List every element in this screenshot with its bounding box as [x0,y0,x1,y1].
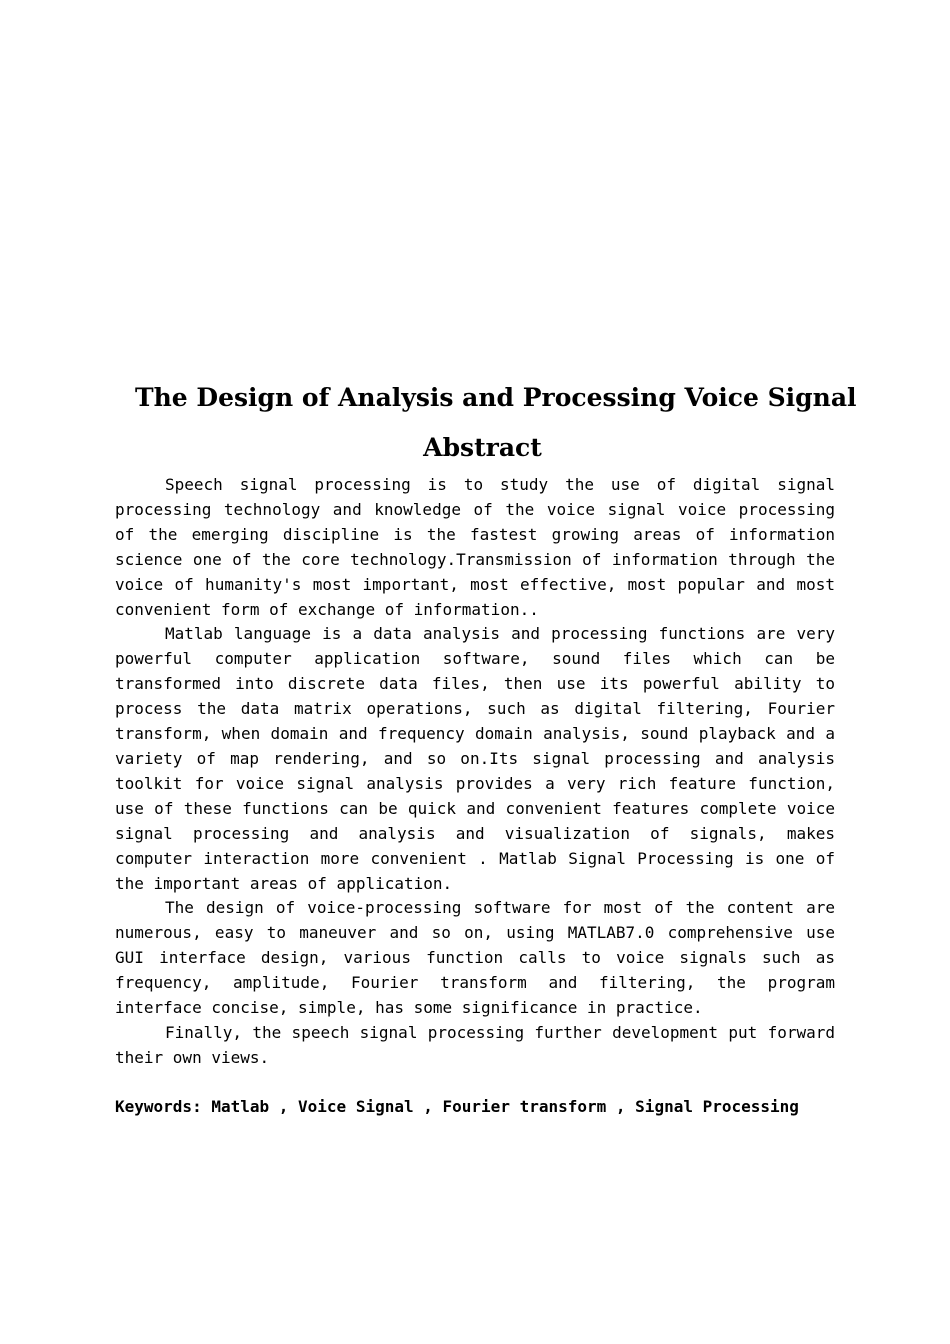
document-title: The Design of Analysis and Processing Voice Signal [135,383,857,412]
abstract-paragraph-3: The design of voice-processing software for most of the content are numerous, easy to maneuver and so on, using MATLAB7.0 comprehensive use GUI interface design, various function calls to voice signals such as frequency, amplitude, Fourier transform and filtering, the program interface concise, simple, has some significance in practice. [115,898,835,1018]
abstract-body [115,473,835,1071]
abstract-paragraph-2: Matlab language is a data analysis and processing functions are very powerful computer application software, sound files which can be transformed into discrete data files, then use its powerful ability to process the data matrix operations, such as digital filtering, Fourier transform, when domain and frequency domain analysis, sound playback and a variety of map rendering, and so on.Its signal processing and analysis toolkit for voice signal analysis provides a very rich feature function, use of these functions can be quick and convenient features complete voice signal processing and analysis and visualization of signals, makes computer interaction more convenient . Matlab Signal Processing is one of the important areas of application. [115,624,835,893]
abstract-paragraph-1: Speech signal processing is to study the use of digital signal processing technology and knowledge of the voice signal voice processing of the emerging discipline is the fastest growing areas of information science one of the core technology.Transmission of information through the voice of humanity's most important, most effective, most popular and most convenient form of exchange of information.. [115,475,835,619]
keywords-line: Keywords: Matlab , Voice Signal , Fourier transform , Signal Processing [115,1097,799,1116]
abstract-heading: Abstract [423,433,542,462]
abstract-paragraph-4: Finally, the speech signal processing further development put forward their own views. [115,1022,835,1067]
